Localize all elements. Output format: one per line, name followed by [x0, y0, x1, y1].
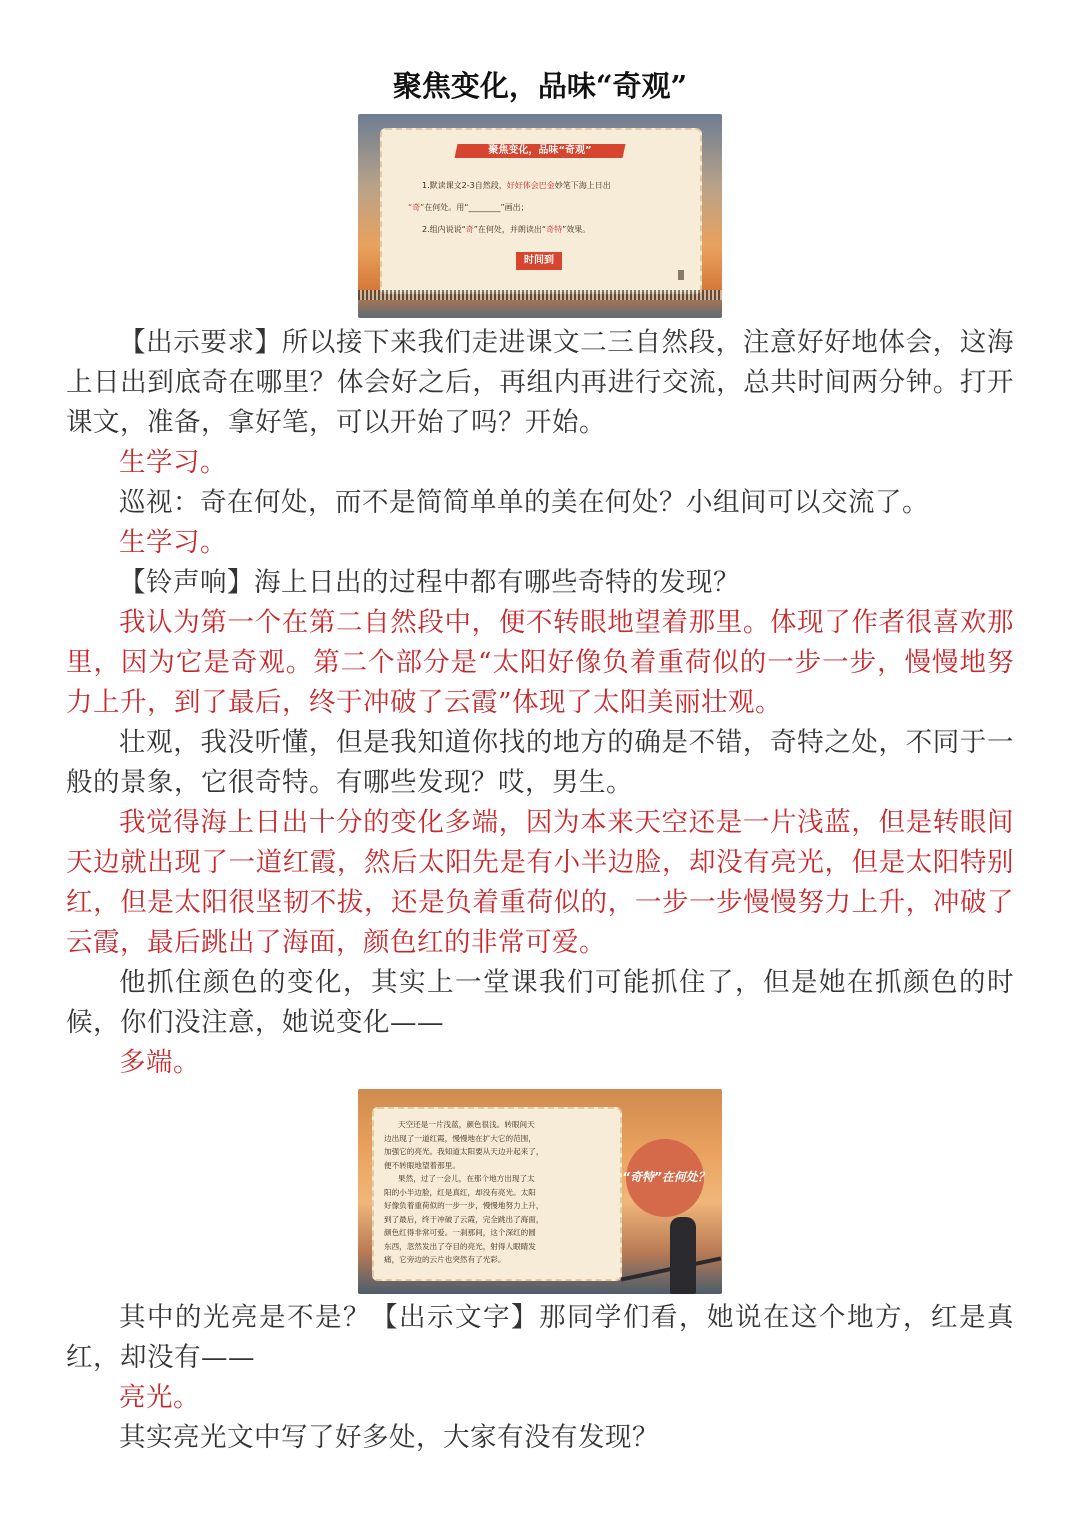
slide-image-task: [358, 114, 722, 318]
paragraph: 多端。: [119, 1047, 200, 1078]
passage-line: 天空还是一片浅蓝，颜色很浅。转眼间天: [398, 1120, 535, 1129]
paragraph: 其实亮光文中写了好多处，大家有没有发现？: [119, 1422, 659, 1453]
slide-decoration-bar: [358, 290, 722, 300]
passage-line: 痛，它旁边的云片也突然有了光彩。: [384, 1255, 506, 1264]
passage-line: 便不转眼地望着那里。: [384, 1160, 460, 1170]
passage-line: 加强它的亮光。我知道太阳要从天边升起来了，: [384, 1147, 544, 1156]
paragraph: 壮观，我没听懂，但是我知道你找的地方的确是不错，奇特之处，不同于一般的景象，它很奇特。有哪些发现？哎，男生。: [66, 727, 1014, 798]
passage-line: 好像负着重荷似的一步一步，慢慢地努力上升，: [384, 1201, 544, 1210]
paragraph: 他抓住颜色的变化，其实上一堂课我们可能抓住了，但是她在抓颜色的时候，你们没注意，她说变化——: [66, 967, 1014, 1038]
slide-text: 在何处。用“________”画出；: [424, 203, 529, 212]
paragraph: 亮光。: [119, 1382, 200, 1413]
slide-text-highlight: “奇”: [408, 203, 425, 212]
paragraph: 我觉得海上日出十分的变化多端，因为本来天空还是一片浅蓝，但是转眼间天边就出现了一道红霞，然后太阳先是有小半边脸，却没有亮光，但是太阳特别红，但是太阳很坚韧不拔，还是负着重荷似的，一步一步慢慢努力上升，冲破了云霞，最后跳出了海面，颜色红的非常可爱。: [66, 807, 1014, 958]
slide-banner-text: 聚焦变化，品味“奇观”: [488, 145, 592, 156]
slide-task-line-2: [408, 202, 529, 214]
slide-task-line-1: [422, 180, 611, 192]
passage-line: 果然，过了一会儿，在那个地方出现了太: [398, 1174, 535, 1183]
page-title: 聚焦变化，品味“奇观”: [392, 69, 688, 103]
paragraph: 生学习。: [119, 527, 227, 558]
slide-image-passage: [358, 1089, 722, 1294]
paragraph: 生学习。: [119, 447, 227, 478]
slide-text: 妙笔下海上日出: [554, 181, 611, 190]
passage-line: 颜色红得非常可爱。一刹那间，这个深红的圆: [384, 1228, 536, 1237]
slide-text: 2.组内说说“: [422, 225, 466, 234]
timer-badge: 时间到: [516, 252, 562, 270]
body-section-2: [66, 1298, 1014, 1458]
slide-task-line-3: [422, 224, 590, 236]
passage-line: 边出现了一道红霞，慢慢地在扩大它的范围，: [384, 1133, 536, 1143]
paragraph: 其中的光亮是不是？【出示文字】那同学们看，她说在这个地方，红是真红，却没有——: [66, 1302, 1014, 1373]
slide-text: ”效果。: [562, 225, 591, 234]
sun-label: “奇特”在何处？: [622, 1170, 710, 1184]
speaker-icon: [678, 270, 694, 280]
passage-line: 东西，忽然发出了夺目的亮光，射得人眼睛发: [384, 1241, 536, 1251]
paragraph: 【铃声响】海上日出的过程中都有哪些奇特的发现？: [119, 567, 740, 598]
passage-line: 到了最后，终于冲破了云霞，完全跳出了海面，: [384, 1214, 544, 1224]
person-silhouette-icon: [670, 1217, 696, 1294]
slide-text-highlight: 奇: [465, 225, 474, 234]
body-section-1: [66, 323, 1014, 1083]
paragraph: 巡视：奇在何处，而不是简简单单的美在何处？小组间可以交流了。: [119, 487, 929, 518]
paragraph: 我认为第一个在第二自然段中，便不转眼地望着那里。体现了作者很喜欢那里，因为它是奇观。第二个部分是“太阳好像负着重荷似的一步一步，慢慢地努力上升，到了最后，终于冲破了云霞”体现了太阳美丽壮观。: [66, 607, 1014, 718]
slide-text: 1.默读课文2-3自然段，: [422, 181, 507, 190]
slide-text-highlight: 奇特: [546, 225, 563, 234]
slide-text: ”在何处，并朗读出“: [473, 225, 547, 234]
passage-line: 阳的小半边脸，红是真红，却没有亮光。太阳: [384, 1187, 536, 1197]
paragraph: 【出示要求】所以接下来我们走进课文二三自然段，注意好好地体会，这海上日出到底奇在哪里？体会好之后，再组内再进行交流，总共时间两分钟。打开课文，准备，拿好笔，可以开始了吗？开始。: [66, 327, 1014, 438]
slide-text-highlight: 好好体会巴金: [506, 181, 555, 190]
